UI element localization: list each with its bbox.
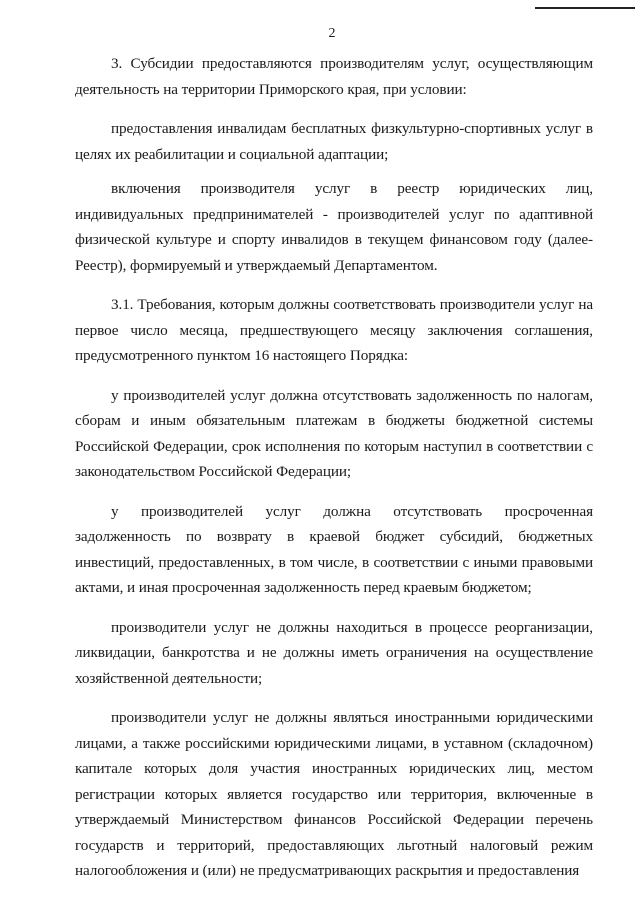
paragraph-registry-inclusion: включения производителя услуг в реестр юридических лиц, индивидуальных предпринимателей - производителей услуг по адаптивной физической культуре и спорту инвалидов в текущем финансовом году (далее- Реестр), формируемый и утверждаемый Департаментом. [75,180,593,274]
paragraph-tax-debt: у производителей услуг должна отсутствовать задолженность по налогам, сборам и иным обязательным платежам в бюджеты бюджетной системы Российской Федерации, срок исполнения по которым наступил в соответствии с законодательством Российской Федерации; [75,386,593,480]
paragraph-requirements-3-1: 3.1. Требования, которым должны соответствовать производители услуг на первое число месяца, предшествующего месяцу заключения соглашения, предусмотренного пунктом 16 настоящего Порядка: [75,296,593,364]
paragraph-free-services: предоставления инвалидам бесплатных физкультурно-спортивных услуг в целях их реабилитации и социальной адаптации; [75,120,593,163]
paragraph-reorganization: производители услуг не должны находиться в процессе реорганизации, ликвидации, банкротства и не должны иметь ограничения на осуществление хозяйственной деятельности; [75,618,593,687]
paragraph-foreign-entities: производители услуг не должны являться иностранными юридическими лицами, а также российскими юридическими лицами, в уставном (складочном) капитале которых доля участия иностранных юридических лиц, местом регистрации которых является государство или территория, включенные в утверждаемый Министерством финансов Российской Федерации перечень государств и территорий, предоставляющих льготный налоговый режим налогообложения и (или) не предусматривающих раскрытия и предоставления [75,709,593,879]
header-rule [535,7,635,9]
paragraph-overdue-debt: у производителей услуг должна отсутствовать просроченная задолженность по возврату в краевой бюджет субсидий, бюджетных инвестиций, предоставленных, в том числе, в соответствии с иными правовыми актами, и иная просроченная задолженность перед краевым бюджетом; [75,502,593,596]
paragraph-subsidies-conditions: 3. Субсидии предоставляются производителям услуг, осуществляющим деятельность на территории Приморского края, при условии: [75,55,593,98]
page-number: 2 [328,26,336,41]
document-body [75,51,593,898]
